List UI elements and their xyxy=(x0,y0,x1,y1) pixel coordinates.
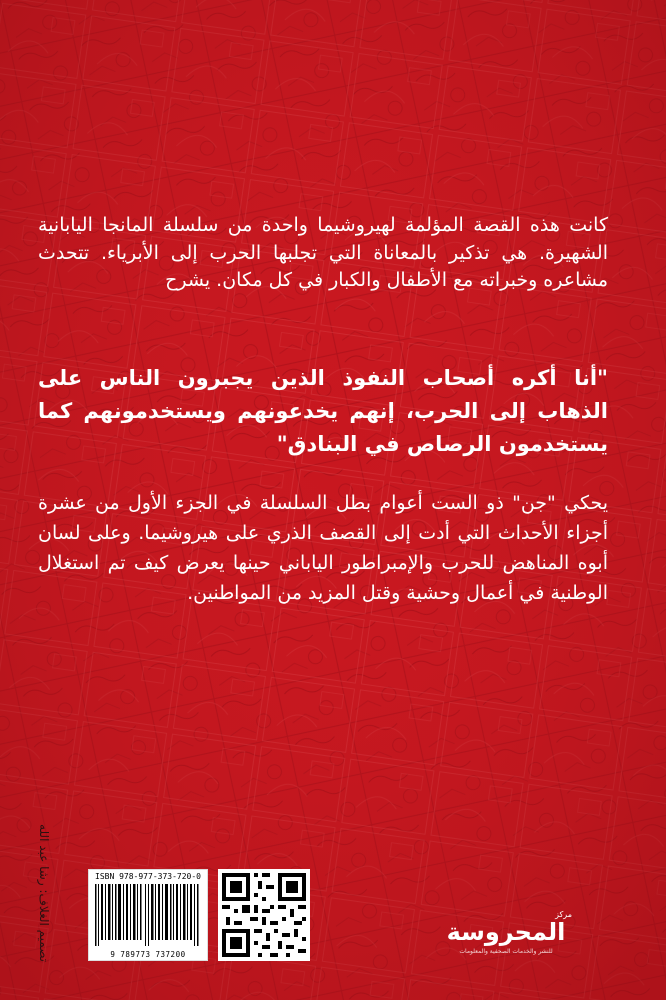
cover-design-credit xyxy=(26,808,62,978)
isbn-label: ISBN 978-977-373-720-0 xyxy=(95,872,201,881)
barcode-digits: 9 789773 737200 xyxy=(110,950,186,959)
qr-code-icon xyxy=(218,869,310,961)
qr-code xyxy=(218,869,310,961)
isbn-barcode xyxy=(88,869,208,961)
blurb-quote: "أنا أكره أصحاب النفوذ الذين يجبرون الناس على الذهاب إلى الحرب، إنهم يخدعونهم ويستخدمونهم كما يستخدمون الرصاص في البنادق" xyxy=(38,366,608,456)
publisher-name: المحروسة xyxy=(446,918,566,946)
publisher-logo xyxy=(436,910,576,958)
blurb-paragraph-3: يحكي "جن" ذو الست أعوام بطل السلسلة في الجزء الأول من عشرة أجزاء الأحداث التي أدت إلى القصف الذري على هيروشيما. وعلى لسان أبوه المناهض للحرب والإمبراطور الياباني حينها يعرض كيف تم استغلال الوطنية في أعمال وحشية وقتل المزيد من المواطنين. xyxy=(38,492,608,604)
publisher-small-label: مركز xyxy=(555,910,572,919)
cover-design-credit-text: تصميم الغلاف: رشا عبد الله xyxy=(37,824,52,962)
blurb-paragraph-1: كانت هذه القصة المؤلمة لهيروشيما واحدة من سلسلة المانجا اليابانية الشهيرة. هي تذكير بالمعاناة التي تجلبها الحرب إلى الأبرياء. تتحدث مشاعره وخبراته مع الأطفال والكبار في كل مكان. يشرح xyxy=(38,214,608,291)
publisher-tagline: للنشر والخدمات الصحفية والمعلومات xyxy=(459,948,553,955)
barcode-bars xyxy=(95,884,201,946)
